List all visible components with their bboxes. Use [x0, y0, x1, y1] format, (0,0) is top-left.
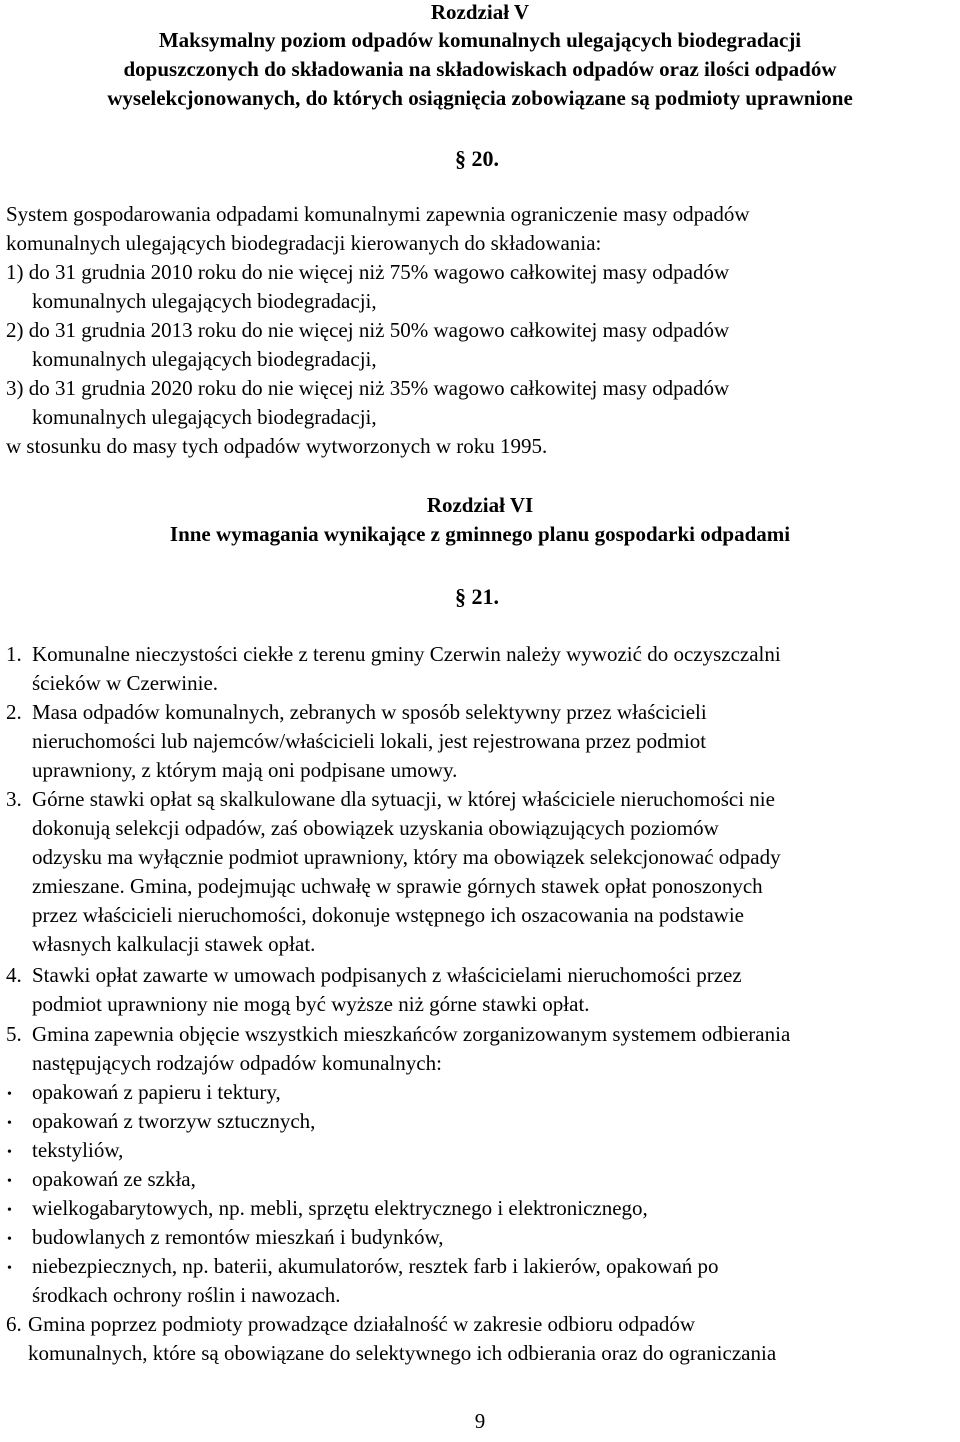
point-line: następujących rodzajów odpadów komunalnych:	[32, 1051, 442, 1075]
bullet-icon: •	[7, 1232, 12, 1247]
point-line: odzysku ma wyłącznie podmiot uprawniony, który ma obowiązek selekcjonować odpady	[32, 845, 781, 869]
bullet-item: wielkogabarytowych, np. mebli, sprzętu elektrycznego i elektronicznego,	[32, 1196, 648, 1220]
chapter-title-line: Inne wymagania wynikające z gminnego planu gospodarki odpadami	[169, 522, 791, 546]
point-line: dokonują selekcji odpadów, zaś obowiązek uzyskania obowiązujących poziomów	[32, 816, 719, 840]
bullet-item: opakowań z papieru i tektury,	[32, 1080, 281, 1104]
point-number: 3.	[6, 787, 22, 811]
bullet-item: tekstyliów,	[32, 1138, 124, 1162]
bullet-icon: •	[7, 1145, 12, 1160]
section-label: § 21.	[455, 584, 499, 609]
list-item-line: 3) do 31 grudnia 2020 roku do nie więcej niż 35% wagowo całkowitej masy odpadów	[6, 376, 730, 400]
point-line: podmiot uprawniony nie mogą być wyższe niż górne stawki opłat.	[32, 992, 590, 1016]
list-item-line: komunalnych ulegających biodegradacji,	[32, 347, 377, 371]
point-line: Gmina poprzez podmioty prowadzące działalność w zakresie odbioru odpadów	[28, 1312, 696, 1336]
point-line: Komunalne nieczystości ciekłe z terenu gminy Czerwin należy wywozić do oczyszczalni	[32, 642, 781, 666]
chapter-title-line: Maksymalny poziom odpadów komunalnych ulegających biodegradacji	[158, 28, 802, 52]
list-item-line: komunalnych ulegających biodegradacji,	[32, 289, 377, 313]
bullet-item: środkach ochrony roślin i nawozach.	[32, 1283, 341, 1307]
point-number: 6.	[6, 1312, 22, 1336]
point-line: Gmina zapewnia objęcie wszystkich mieszkańców zorganizowanym systemem odbierania	[32, 1022, 791, 1046]
point-line: zmieszane. Gmina, podejmując uchwałę w sprawie górnych stawek opłat ponoszonych	[32, 874, 763, 898]
bullet-item: opakowań ze szkła,	[32, 1167, 196, 1191]
chapter-heading: Rozdział VI	[426, 493, 534, 517]
point-line: nieruchomości lub najemców/właścicieli lokali, jest rejestrowana przez podmiot	[32, 729, 707, 753]
bullet-item: opakowań z tworzyw sztucznych,	[32, 1109, 316, 1133]
bullet-icon: •	[7, 1261, 12, 1276]
list-item-line: komunalnych ulegających biodegradacji,	[32, 405, 377, 429]
point-line: komunalnych, które są obowiązane do selektywnego ich odbierania oraz do ograniczania	[28, 1341, 777, 1365]
point-number: 5.	[6, 1022, 22, 1046]
bullet-icon: •	[7, 1087, 12, 1102]
bullet-item: budowlanych z remontów mieszkań i budynków,	[32, 1225, 444, 1249]
point-line: uprawniony, z którym mają oni podpisane umowy.	[32, 758, 458, 782]
paragraph-line: w stosunku do masy tych odpadów wytworzonych w roku 1995.	[6, 434, 548, 458]
point-line: przez właścicieli nieruchomości, dokonuje wstępnego ich oszacowania na podstawie	[32, 903, 745, 927]
point-number: 1.	[6, 642, 22, 666]
bullet-icon: •	[7, 1174, 12, 1189]
point-number: 4.	[6, 963, 22, 987]
chapter-title-line: dopuszczonych do składowania na składowiskach odpadów oraz ilości odpadów	[123, 57, 837, 81]
paragraph-line: komunalnych ulegających biodegradacji kierowanych do składowania:	[6, 231, 602, 255]
chapter-title-line: wyselekcjonowanych, do których osiągnięcia zobowiązane są podmioty uprawnione	[107, 86, 853, 110]
point-line: Masa odpadów komunalnych, zebranych w sposób selektywny przez właścicieli	[32, 700, 707, 724]
point-line: ścieków w Czerwinie.	[32, 671, 219, 695]
paragraph-line: System gospodarowania odpadami komunalnymi zapewnia ograniczenie masy odpadów	[6, 202, 750, 226]
section-label: § 20.	[455, 146, 499, 171]
point-line: Górne stawki opłat są skalkulowane dla sytuacji, w której właściciele nieruchomości nie	[32, 787, 775, 811]
chapter-heading: Rozdział V	[430, 0, 530, 24]
bullet-icon: •	[7, 1203, 12, 1218]
page-number: 9	[474, 1409, 486, 1433]
bullet-item: niebezpiecznych, np. baterii, akumulatorów, resztek farb i lakierów, opakowań po	[32, 1254, 719, 1278]
list-item-line: 2) do 31 grudnia 2013 roku do nie więcej niż 50% wagowo całkowitej masy odpadów	[6, 318, 730, 342]
point-line: Stawki opłat zawarte w umowach podpisanych z właścicielami nieruchomości przez	[32, 963, 742, 987]
list-item-line: 1) do 31 grudnia 2010 roku do nie więcej niż 75% wagowo całkowitej masy odpadów	[6, 260, 730, 284]
point-line: własnych kalkulacji stawek opłat.	[32, 932, 316, 956]
bullet-icon: •	[7, 1116, 12, 1131]
point-number: 2.	[6, 700, 22, 724]
